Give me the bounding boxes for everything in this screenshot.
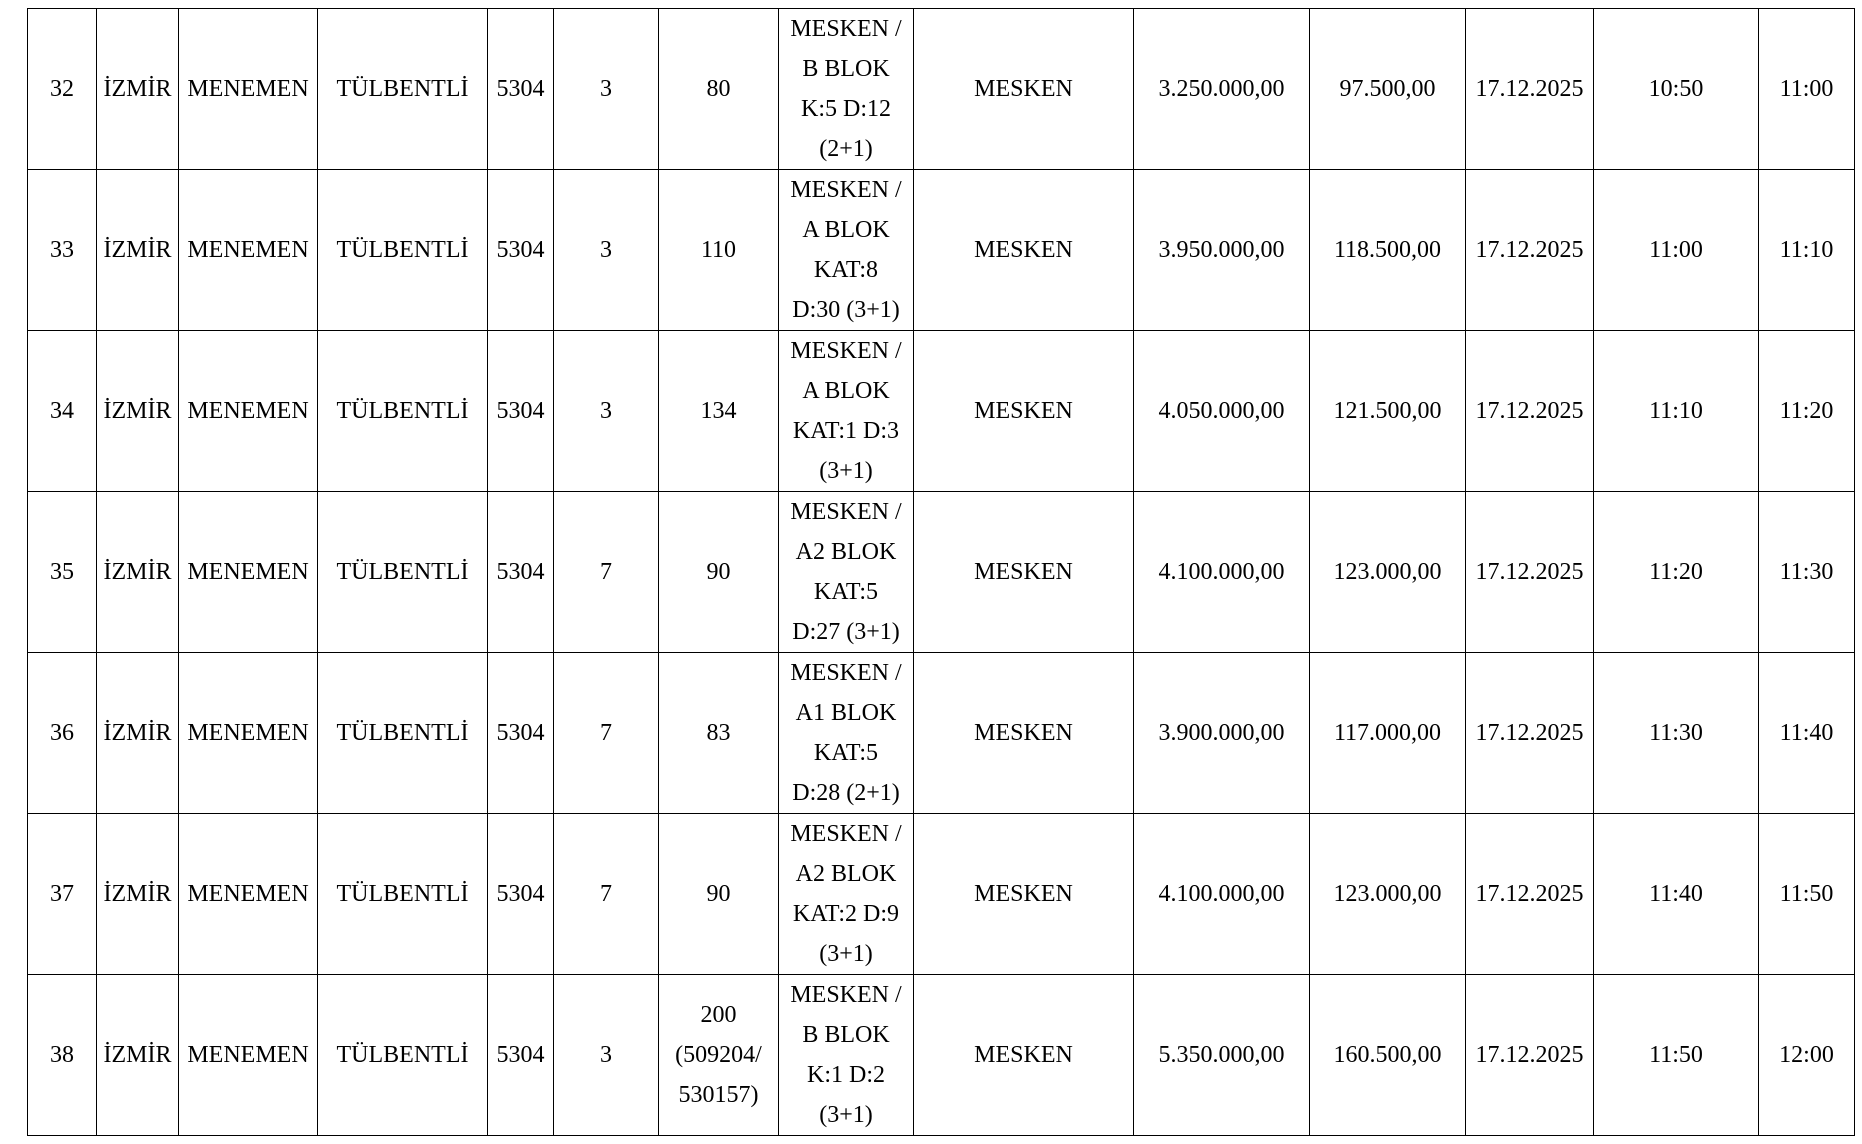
estimated-value-cell: 3.950.000,00 bbox=[1134, 170, 1310, 331]
property-type-cell: MESKEN bbox=[914, 492, 1134, 653]
neighborhood-cell: TÜLBENTLİ bbox=[318, 814, 488, 975]
table-row bbox=[28, 653, 1855, 814]
description-line: D:28 (2+1) bbox=[792, 780, 900, 806]
block-number-cell: 5304 bbox=[488, 170, 554, 331]
neighborhood-cell: TÜLBENTLİ bbox=[318, 9, 488, 170]
description-line: B BLOK bbox=[802, 1022, 890, 1048]
estimated-value-cell: 3.250.000,00 bbox=[1134, 9, 1310, 170]
deposit-amount-cell: 118.500,00 bbox=[1310, 170, 1466, 331]
property-type-cell: MESKEN bbox=[914, 331, 1134, 492]
area-line: 83 bbox=[706, 720, 731, 746]
province-cell: İZMİR bbox=[97, 9, 179, 170]
row-number-cell: 34 bbox=[28, 331, 97, 492]
property-description-cell bbox=[779, 653, 914, 814]
block-number-cell: 5304 bbox=[488, 975, 554, 1136]
district-cell: MENEMEN bbox=[179, 975, 318, 1136]
row-number-cell: 33 bbox=[28, 170, 97, 331]
area-line: 530157) bbox=[678, 1082, 759, 1108]
district-cell: MENEMEN bbox=[179, 331, 318, 492]
end-time-cell: 11:50 bbox=[1759, 814, 1855, 975]
table-row bbox=[28, 814, 1855, 975]
area-cell bbox=[659, 9, 779, 170]
property-type-cell: MESKEN bbox=[914, 653, 1134, 814]
auction-listing-table bbox=[27, 8, 1855, 1136]
parcel-number-cell: 7 bbox=[554, 492, 659, 653]
description-line: KAT:8 bbox=[813, 257, 879, 283]
description-line: MESKEN / bbox=[790, 338, 902, 364]
province-cell: İZMİR bbox=[97, 814, 179, 975]
start-time-cell: 11:00 bbox=[1594, 170, 1759, 331]
description-line: A BLOK bbox=[802, 378, 890, 404]
estimated-value-cell: 5.350.000,00 bbox=[1134, 975, 1310, 1136]
row-number-cell: 32 bbox=[28, 9, 97, 170]
deposit-amount-cell: 117.000,00 bbox=[1310, 653, 1466, 814]
description-line: B BLOK bbox=[802, 56, 890, 82]
description-line: MESKEN / bbox=[790, 982, 902, 1008]
row-number-cell: 37 bbox=[28, 814, 97, 975]
area-cell bbox=[659, 653, 779, 814]
province-cell: İZMİR bbox=[97, 170, 179, 331]
block-number-cell: 5304 bbox=[488, 492, 554, 653]
row-number-cell: 38 bbox=[28, 975, 97, 1136]
description-line: (3+1) bbox=[819, 1102, 873, 1128]
auction-date-cell: 17.12.2025 bbox=[1466, 170, 1594, 331]
table-row bbox=[28, 975, 1855, 1136]
table-row bbox=[28, 331, 1855, 492]
start-time-cell: 11:40 bbox=[1594, 814, 1759, 975]
description-line: MESKEN / bbox=[790, 821, 902, 847]
area-cell bbox=[659, 492, 779, 653]
row-number-cell: 36 bbox=[28, 653, 97, 814]
district-cell: MENEMEN bbox=[179, 814, 318, 975]
description-line: A2 BLOK bbox=[795, 539, 897, 565]
deposit-amount-cell: 160.500,00 bbox=[1310, 975, 1466, 1136]
property-type-cell: MESKEN bbox=[914, 975, 1134, 1136]
start-time-cell: 11:30 bbox=[1594, 653, 1759, 814]
area-cell bbox=[659, 814, 779, 975]
district-cell: MENEMEN bbox=[179, 170, 318, 331]
property-description-cell bbox=[779, 975, 914, 1136]
area-line: 200 bbox=[700, 1002, 737, 1028]
description-line: KAT:5 bbox=[813, 579, 879, 605]
property-type-cell: MESKEN bbox=[914, 814, 1134, 975]
table-row bbox=[28, 9, 1855, 170]
province-cell: İZMİR bbox=[97, 331, 179, 492]
description-line: (2+1) bbox=[819, 136, 873, 162]
province-cell: İZMİR bbox=[97, 492, 179, 653]
district-cell: MENEMEN bbox=[179, 492, 318, 653]
block-number-cell: 5304 bbox=[488, 814, 554, 975]
property-description-cell bbox=[779, 170, 914, 331]
block-number-cell: 5304 bbox=[488, 9, 554, 170]
auction-date-cell: 17.12.2025 bbox=[1466, 975, 1594, 1136]
property-description-cell bbox=[779, 814, 914, 975]
area-line: 134 bbox=[700, 398, 737, 424]
neighborhood-cell: TÜLBENTLİ bbox=[318, 975, 488, 1136]
province-cell: İZMİR bbox=[97, 975, 179, 1136]
area-cell bbox=[659, 975, 779, 1136]
end-time-cell: 11:20 bbox=[1759, 331, 1855, 492]
description-line: A2 BLOK bbox=[795, 861, 897, 887]
end-time-cell: 11:40 bbox=[1759, 653, 1855, 814]
description-line: (3+1) bbox=[819, 941, 873, 967]
property-description-cell bbox=[779, 331, 914, 492]
auction-date-cell: 17.12.2025 bbox=[1466, 814, 1594, 975]
deposit-amount-cell: 123.000,00 bbox=[1310, 492, 1466, 653]
auction-date-cell: 17.12.2025 bbox=[1466, 331, 1594, 492]
description-line: (3+1) bbox=[819, 458, 873, 484]
area-cell bbox=[659, 331, 779, 492]
area-line: 80 bbox=[706, 76, 731, 102]
description-line: K:1 D:2 bbox=[807, 1062, 885, 1088]
neighborhood-cell: TÜLBENTLİ bbox=[318, 170, 488, 331]
description-line: MESKEN / bbox=[790, 660, 902, 686]
parcel-number-cell: 3 bbox=[554, 975, 659, 1136]
estimated-value-cell: 4.100.000,00 bbox=[1134, 814, 1310, 975]
parcel-number-cell: 3 bbox=[554, 331, 659, 492]
area-line: (509204/ bbox=[675, 1042, 762, 1068]
auction-date-cell: 17.12.2025 bbox=[1466, 653, 1594, 814]
description-line: KAT:5 bbox=[813, 740, 879, 766]
description-line: KAT:2 D:9 bbox=[792, 901, 900, 927]
description-line: K:5 D:12 bbox=[801, 96, 891, 122]
table-row bbox=[28, 492, 1855, 653]
block-number-cell: 5304 bbox=[488, 653, 554, 814]
district-cell: MENEMEN bbox=[179, 653, 318, 814]
parcel-number-cell: 3 bbox=[554, 9, 659, 170]
end-time-cell: 12:00 bbox=[1759, 975, 1855, 1136]
property-type-cell: MESKEN bbox=[914, 9, 1134, 170]
parcel-number-cell: 3 bbox=[554, 170, 659, 331]
area-cell bbox=[659, 170, 779, 331]
row-number-cell: 35 bbox=[28, 492, 97, 653]
estimated-value-cell: 4.100.000,00 bbox=[1134, 492, 1310, 653]
description-line: MESKEN / bbox=[790, 499, 902, 525]
area-line: 110 bbox=[700, 237, 737, 263]
description-line: MESKEN / bbox=[790, 177, 902, 203]
start-time-cell: 11:10 bbox=[1594, 331, 1759, 492]
description-line: A BLOK bbox=[802, 217, 890, 243]
area-line: 90 bbox=[706, 559, 731, 585]
auction-table-page bbox=[27, 8, 1855, 1136]
block-number-cell: 5304 bbox=[488, 331, 554, 492]
end-time-cell: 11:10 bbox=[1759, 170, 1855, 331]
auction-date-cell: 17.12.2025 bbox=[1466, 9, 1594, 170]
neighborhood-cell: TÜLBENTLİ bbox=[318, 331, 488, 492]
auction-date-cell: 17.12.2025 bbox=[1466, 492, 1594, 653]
description-line: MESKEN / bbox=[790, 16, 902, 42]
property-type-cell: MESKEN bbox=[914, 170, 1134, 331]
end-time-cell: 11:00 bbox=[1759, 9, 1855, 170]
start-time-cell: 10:50 bbox=[1594, 9, 1759, 170]
estimated-value-cell: 3.900.000,00 bbox=[1134, 653, 1310, 814]
property-description-cell bbox=[779, 9, 914, 170]
estimated-value-cell: 4.050.000,00 bbox=[1134, 331, 1310, 492]
area-line: 90 bbox=[706, 881, 731, 907]
table-row bbox=[28, 170, 1855, 331]
start-time-cell: 11:50 bbox=[1594, 975, 1759, 1136]
deposit-amount-cell: 97.500,00 bbox=[1310, 9, 1466, 170]
neighborhood-cell: TÜLBENTLİ bbox=[318, 492, 488, 653]
deposit-amount-cell: 121.500,00 bbox=[1310, 331, 1466, 492]
description-line: A1 BLOK bbox=[795, 700, 897, 726]
district-cell: MENEMEN bbox=[179, 9, 318, 170]
description-line: D:27 (3+1) bbox=[792, 619, 900, 645]
table-body bbox=[28, 9, 1855, 1136]
description-line: D:30 (3+1) bbox=[792, 297, 900, 323]
deposit-amount-cell: 123.000,00 bbox=[1310, 814, 1466, 975]
description-line: KAT:1 D:3 bbox=[792, 418, 900, 444]
end-time-cell: 11:30 bbox=[1759, 492, 1855, 653]
property-description-cell bbox=[779, 492, 914, 653]
neighborhood-cell: TÜLBENTLİ bbox=[318, 653, 488, 814]
parcel-number-cell: 7 bbox=[554, 653, 659, 814]
province-cell: İZMİR bbox=[97, 653, 179, 814]
start-time-cell: 11:20 bbox=[1594, 492, 1759, 653]
parcel-number-cell: 7 bbox=[554, 814, 659, 975]
